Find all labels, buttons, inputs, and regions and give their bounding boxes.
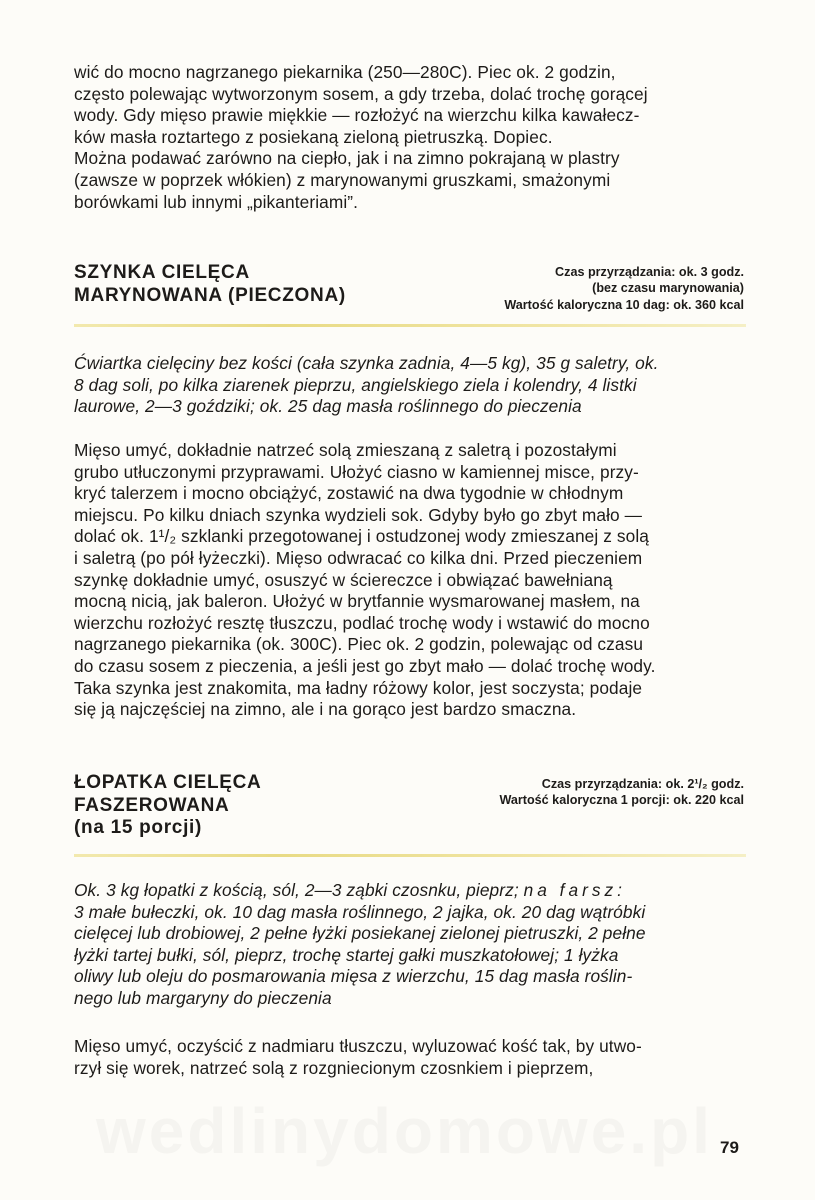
ingredients-intro: Ok. 3 kg łopatki z kością, sól, 2—3 ząbki czosnku, pieprz; [74, 880, 524, 900]
text-line: nagrzanego piekarnika (ok. 300C). Piec ok. 2 godzin, polewając od czasu [74, 634, 644, 655]
recipe1-calories: Wartość kaloryczna 10 dag: ok. 360 kcal [504, 297, 744, 312]
text-line: dolać ok. 1¹/₂ szklanki przegotowanej i ostudzonej wody zmieszanej z solą [74, 526, 649, 547]
text-line: 3 małe bułeczki, ok. 10 dag masła roślinnego, 2 jajka, ok. 20 dag wątróbki [74, 901, 646, 922]
recipe2-method [74, 1036, 744, 1079]
text-line: ków masła roztartego z posiekaną zieloną pietruszką. Dopiec. [74, 126, 553, 147]
recipe2-ingredients [74, 880, 744, 1010]
text-line: mocną nicią, jak baleron. Ułożyć w brytfannie wysmarowanej masłem, na [74, 591, 640, 612]
recipe2-title-line: FASZEROWANA [74, 794, 230, 816]
recipe1-ingredients [74, 353, 744, 418]
recipe1-prep-time: Czas przyrządzania: ok. 3 godz. [555, 265, 744, 279]
intro-paragraph [74, 62, 744, 213]
text-line: się ją najczęściej na zimno, ale i na gorąco jest bardzo smaczna. [74, 699, 577, 720]
watermark: wedlinydomowe.pl [96, 1095, 713, 1167]
text-line: borówkami lub innymi „pikanteriami”. [74, 191, 359, 212]
text-line: laurowe, 2—3 goździki; ok. 25 dag masła roślinnego do pieczenia [74, 396, 582, 417]
text-line: do czasu sosem z pieczenia, a jeśli jest go zbyt mało — dolać trochę wody. [74, 655, 656, 676]
recipe1-title-line: SZYNKA CIELĘCA [74, 262, 250, 283]
text-line: szynkę dokładnie umyć, osuszyć w ściereczce i obwiązać bawełnianą [74, 569, 613, 590]
text-line: (zawsze w poprzek włókien) z marynowanymi gruszkami, smażonymi [74, 169, 611, 190]
recipe1-prep-note: (bez czasu marynowania) [592, 281, 744, 296]
recipe1-title-line: MARYNOWANA (PIECZONA) [74, 284, 346, 306]
text-line: Można podawać zarówno na ciepło, jak i na zimno pokrajaną w plastry [74, 148, 620, 169]
text-line: Mięso umyć, dokładnie natrzeć solą zmieszaną z saletrą i pozostałymi [74, 440, 617, 460]
recipe1-title [74, 262, 346, 307]
text-line: Ćwiartka cielęciny bez kości (cała szynka zadnia, 4—5 kg), 35 g saletry, ok. [74, 353, 659, 373]
text-line: wić do mocno nagrzanego piekarnika (250—280C). Piec ok. 2 godzin, [74, 62, 616, 82]
text-line: Mięso umyć, oczyścić z nadmiaru tłuszczu, wyluzować kość tak, by utwo- [74, 1036, 642, 1056]
recipe2-title [74, 772, 261, 840]
text-line: cielęcej lub drobiowej, 2 pełne łyżki posiekanej zielonej pietruszki, 2 pełne [74, 923, 646, 944]
text-line: grubo utłuczonymi przyprawami. Ułożyć ciasno w kamiennej misce, przy- [74, 461, 639, 482]
recipe2-calories: Wartość kaloryczna 1 porcji: ok. 220 kcal [499, 793, 744, 808]
text-line: nego lub margaryny do pieczenia [74, 987, 332, 1008]
text-line: Taka szynka jest znakomita, ma ładny różowy kolor, jest soczysta; podaje [74, 677, 643, 698]
text-line: rzył się worek, natrzeć solą z rozgniecionym czosnkiem i pieprzem, [74, 1057, 594, 1078]
recipe2-title-line: ŁOPATKA CIELĘCA [74, 772, 262, 793]
text-line: wierzchu rozłożyć resztę tłuszczu, podlać trochę wody i wstawić do mocno [74, 612, 650, 633]
recipe2-portions: (na 15 porcji) [74, 817, 203, 838]
recipe2-header [74, 772, 744, 844]
text-line: i saletrą (po pół łyżeczki). Mięso odwracać co kilka dni. Przed pieczeniem [74, 547, 643, 568]
recipe1-meta [504, 264, 744, 313]
text-line: miejscu. Po kilku dniach szynka wydzieli sok. Gdyby było go zbyt mało — [74, 504, 643, 525]
recipe1-divider [74, 324, 746, 327]
page-number: 79 [720, 1138, 739, 1157]
text-line: często polewając wytworzonym sosem, a gdy trzeba, dolać trochę gorącej [74, 83, 648, 104]
stuffing-label: na farsz: [523, 880, 626, 900]
recipe1-method [74, 440, 744, 721]
text-line [74, 880, 744, 902]
text-line: łyżki tartej bułki, sól, pieprz, trochę startej gałki muszkatołowej; 1 łyżka [74, 944, 619, 965]
recipe2-prep-time: Czas przyrządzania: ok. 2¹/₂ godz. [541, 777, 744, 791]
text-line: kryć talerzem i mocno obciążyć, zostawić na dwa tygodnie w chłodnym [74, 483, 624, 504]
recipe1-header [74, 262, 744, 312]
text-line: oliwy lub oleju do posmarowania mięsa z wierzchu, 15 dag masła roślin- [74, 966, 633, 987]
text-line: wody. Gdy mięso prawie miękkie — rozłożyć na wierzchu kilka kawałecz- [74, 105, 640, 126]
recipe2-divider [74, 854, 746, 857]
recipe2-meta [499, 776, 744, 809]
text-line: 8 dag soli, po kilka ziarenek pieprzu, angielskiego ziela i kolendry, 4 listki [74, 374, 637, 395]
